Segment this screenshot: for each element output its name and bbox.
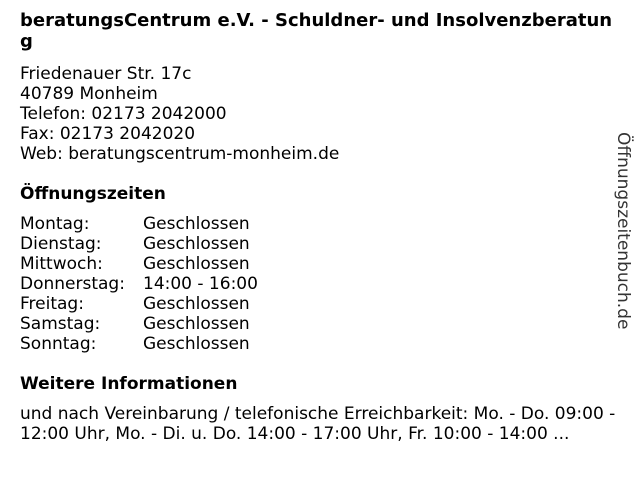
hours-value: Geschlossen bbox=[143, 334, 250, 354]
hours-value: Geschlossen bbox=[143, 294, 250, 314]
website-link: Web: beratungscentrum-monheim.de bbox=[20, 144, 340, 164]
day-label: Montag: bbox=[20, 214, 90, 234]
hours-row-wednesday bbox=[20, 254, 258, 274]
hours-value: 14:00 - 16:00 bbox=[143, 274, 258, 294]
street-address: Friedenauer Str. 17c bbox=[20, 64, 192, 84]
city-address: 40789 Monheim bbox=[20, 84, 158, 104]
hours-row-friday bbox=[20, 294, 258, 314]
hours-value: Geschlossen bbox=[143, 314, 250, 334]
contact-block bbox=[20, 64, 339, 164]
watermark-label: Öffnungszeitenbuch.de bbox=[613, 132, 633, 330]
hours-row-saturday bbox=[20, 314, 258, 334]
hours-row-sunday bbox=[20, 334, 258, 354]
phone-number: Telefon: 02173 2042000 bbox=[20, 104, 227, 124]
hours-row-thursday bbox=[20, 274, 258, 294]
hours-row-monday bbox=[20, 214, 258, 234]
opening-hours-heading: Öffnungszeiten bbox=[20, 184, 166, 204]
day-label: Dienstag: bbox=[20, 234, 102, 254]
day-label: Donnerstag: bbox=[20, 274, 125, 294]
hours-value: Geschlossen bbox=[143, 234, 250, 254]
opening-hours-table bbox=[20, 214, 258, 354]
day-label: Sonntag: bbox=[20, 334, 97, 354]
day-label: Freitag: bbox=[20, 294, 84, 314]
business-name: beratungsCentrum e.V. - Schuldner- und Insolvenzberatung bbox=[20, 10, 613, 52]
hours-value: Geschlossen bbox=[143, 214, 250, 234]
day-label: Mittwoch: bbox=[20, 254, 103, 274]
additional-info-text: und nach Vereinbarung / telefonische Erreichbarkeit: Mo. - Do. 09:00 - 12:00 Uhr, Mo. - Di. u. Do. 14:00 - 17:00 Uhr, Fr. 10:00 - 14:00 ... bbox=[20, 404, 616, 444]
additional-info-heading: Weitere Informationen bbox=[20, 374, 238, 394]
hours-row-tuesday bbox=[20, 234, 258, 254]
hours-value: Geschlossen bbox=[143, 254, 250, 274]
fax-number: Fax: 02173 2042020 bbox=[20, 124, 196, 144]
day-label: Samstag: bbox=[20, 314, 101, 334]
